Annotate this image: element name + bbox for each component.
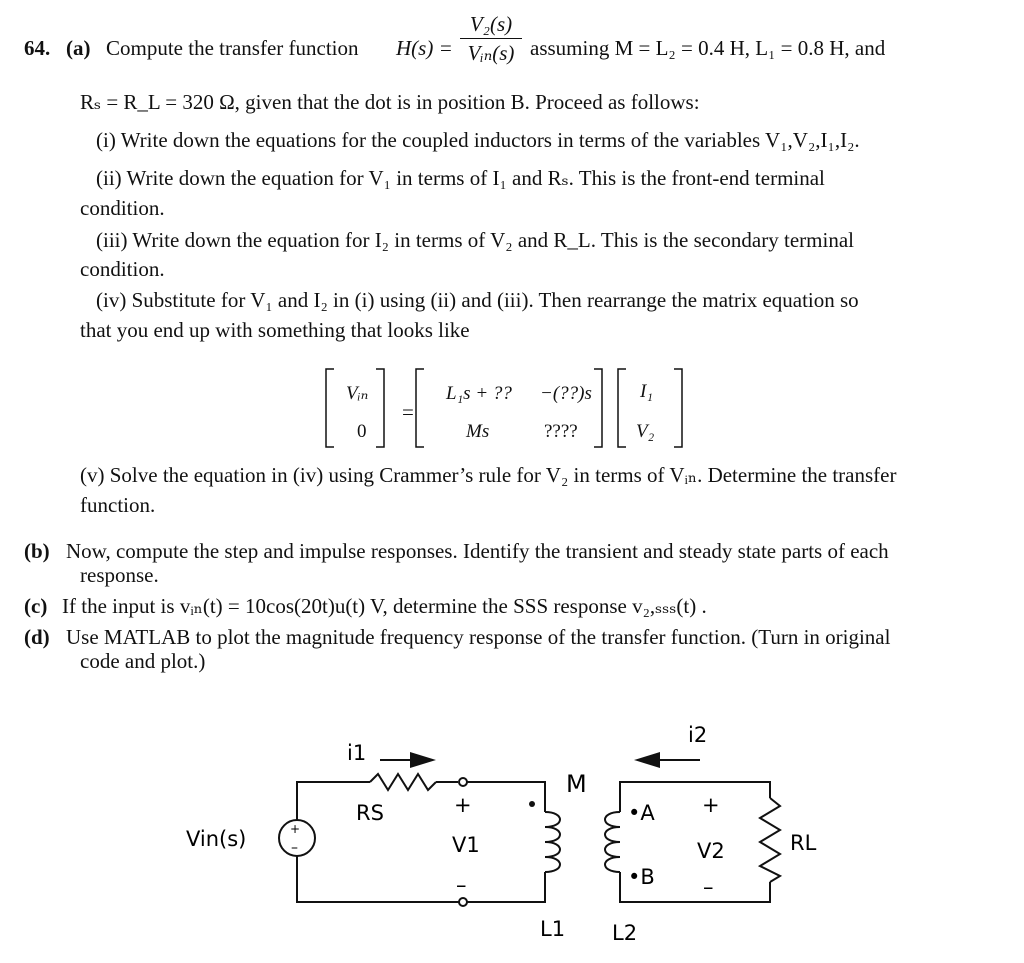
v2-label: V2 bbox=[697, 839, 725, 863]
l1-label: L1 bbox=[540, 917, 566, 941]
part-d-label: (d) bbox=[24, 625, 50, 649]
matrix-lhs-top: Vᵢₙ bbox=[346, 383, 369, 404]
step-iv-a: (iv) Substitute for V₁ and I₂ in (i) using (ii) and (iii). Then rearrange the matrix equation so bbox=[96, 288, 859, 312]
wire-bottom-left bbox=[297, 856, 460, 902]
l2-label: L2 bbox=[612, 921, 638, 945]
transfer-function-symbol: H(s) = bbox=[396, 36, 453, 60]
step-i: (i) Write down the equations for the coupled inductors in terms of the variables V₁,V₂,I₁,I₂. bbox=[96, 128, 860, 152]
matrix-rhs-bottom: V₂ bbox=[636, 421, 655, 442]
fraction-bar bbox=[460, 38, 522, 39]
l2-inductor-icon bbox=[605, 812, 620, 872]
step-ii-b: condition. bbox=[80, 196, 165, 220]
l1-inductor-icon bbox=[545, 812, 560, 872]
rs-resistor-icon bbox=[370, 774, 436, 790]
i1-label: i1 bbox=[347, 741, 367, 765]
l1-dot-icon bbox=[529, 801, 535, 807]
part-d-line2: code and plot.) bbox=[80, 649, 206, 673]
vin-label: Vin(s) bbox=[186, 827, 247, 851]
wire-to-l1-bottom bbox=[467, 872, 545, 902]
rl-resistor-icon bbox=[760, 798, 780, 882]
part-b-label: (b) bbox=[24, 539, 50, 563]
step-v-b: function. bbox=[80, 493, 156, 517]
v2-minus: – bbox=[703, 875, 714, 899]
source-minus: – bbox=[291, 840, 298, 856]
matrix-equals: = bbox=[402, 400, 414, 424]
part-c-label: (c) bbox=[24, 594, 48, 618]
rs-label: RS bbox=[356, 801, 384, 825]
matrix-m12: −(??)s bbox=[540, 383, 592, 404]
part-a-assumptions: assuming M = L₂ = 0.4 H, L₁ = 0.8 H, and bbox=[530, 36, 886, 60]
part-a-intro: Compute the transfer function bbox=[106, 36, 359, 60]
i1-arrow-icon bbox=[410, 752, 436, 768]
part-b-line2: response. bbox=[80, 563, 159, 587]
fraction-denominator: Vᵢₙ(s) bbox=[467, 41, 515, 65]
matrix-rhs-top: I₁ bbox=[640, 381, 653, 402]
step-iii-a: (iii) Write down the equation for I₂ in terms of V₂ and R_L. This is the secondary terminal bbox=[96, 228, 854, 252]
v1-minus: – bbox=[456, 873, 467, 897]
dot-b-label: •B bbox=[628, 865, 655, 889]
mutual-inductance-label: M bbox=[566, 770, 587, 798]
v1-plus: + bbox=[454, 793, 472, 817]
matrix-m22: ???? bbox=[544, 421, 578, 442]
terminal-bottom-icon bbox=[459, 898, 467, 906]
v2-plus: + bbox=[702, 793, 720, 817]
problem-number: 64. bbox=[24, 36, 51, 60]
part-b-line1: Now, compute the step and impulse responses. Identify the transient and steady state parts of each bbox=[66, 539, 889, 563]
transfer-function-fraction bbox=[460, 12, 522, 65]
step-v-a: (v) Solve the equation in (iv) using Crammer’s rule for V₂ in terms of Vᵢₙ. Determine the transfer bbox=[80, 463, 897, 487]
matrix-lhs-bottom: 0 bbox=[357, 421, 367, 442]
fraction-numerator: V₂(s) bbox=[469, 12, 513, 36]
step-iv-b: that you end up with something that looks like bbox=[80, 318, 470, 342]
v1-label: V1 bbox=[452, 833, 480, 857]
part-a-label: (a) bbox=[66, 36, 91, 60]
step-ii-a: (ii) Write down the equation for V₁ in terms of I₁ and Rₛ. This is the front-end terminal bbox=[96, 166, 825, 190]
matrix-m21: Ms bbox=[466, 421, 490, 442]
matrix-m11: L₁s + ?? bbox=[446, 383, 512, 404]
source-plus: + bbox=[290, 822, 301, 836]
i2-arrow-icon bbox=[634, 752, 660, 768]
part-c-text: If the input is vᵢₙ(t) = 10cos(20t)u(t) V, determine the SSS response v₂,ₛₛₛ(t) . bbox=[62, 594, 707, 618]
part-d-line1: Use MATLAB to plot the magnitude frequency response of the transfer function. (Turn in original bbox=[66, 625, 891, 649]
i2-label: i2 bbox=[688, 723, 708, 747]
terminal-top-icon bbox=[459, 778, 467, 786]
coupled-inductor-circuit bbox=[0, 700, 1024, 963]
wire-to-l1-top bbox=[467, 782, 545, 812]
part-a-line2: Rₛ = R_L = 320 Ω, given that the dot is in position B. Proceed as follows: bbox=[80, 90, 700, 114]
step-iii-b: condition. bbox=[80, 257, 165, 281]
rl-label: RL bbox=[790, 831, 817, 855]
dot-a-label: •A bbox=[628, 801, 655, 825]
